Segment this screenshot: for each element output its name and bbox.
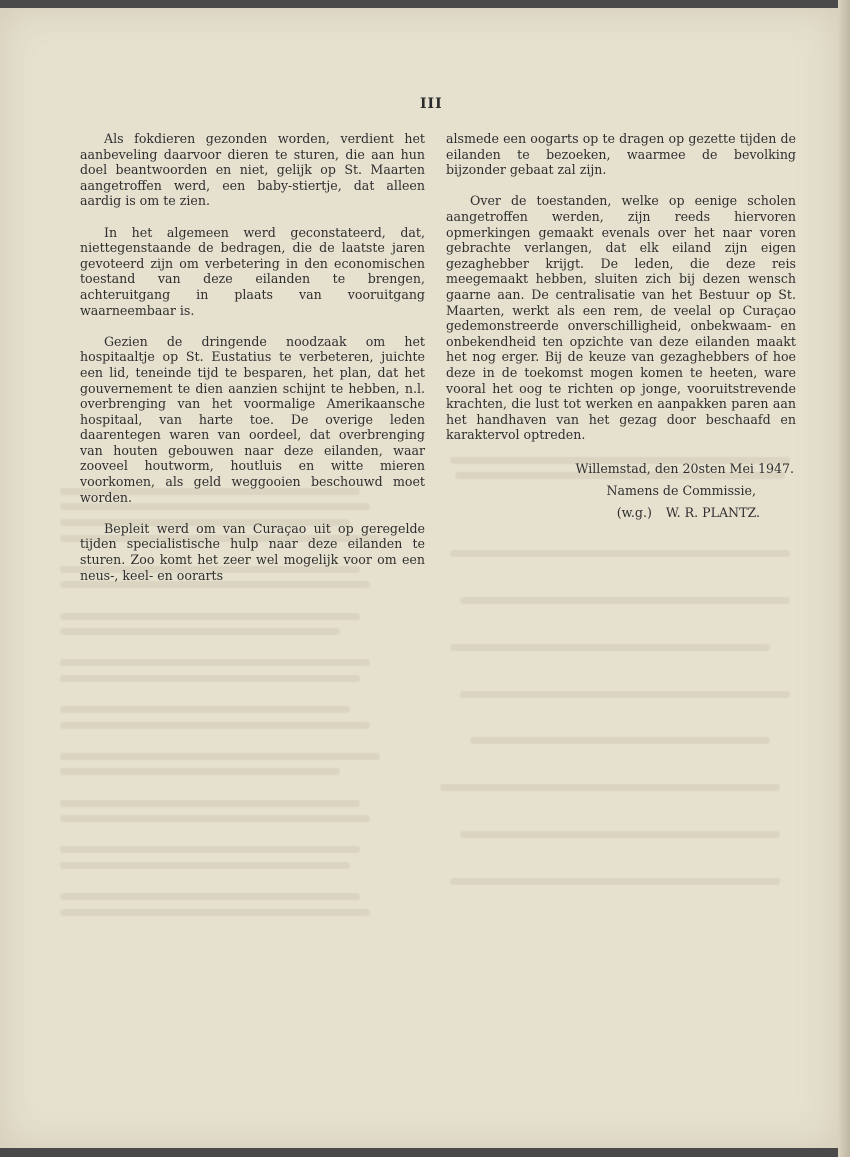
paragraph-breeding-animals: Als fokdieren gezonden worden, verdient het aanbeveling daarvoor dieren te sturen, die aan hun doel beantwoorden en niet, gelijk op St. Maarten aangetroffen werd, een baby-stiertje, dat alleen aardig is om te zien. [80,131,425,209]
paragraph-economic-decline: In het algemeen werd geconstateerd, dat, niettegenstaande de bedragen, die de laatste jaren gevoteerd zijn om verbetering in den economischen toestand van deze eilanden te brengen, achteruitgang in plaats van vooruitgang waarneembaar is. [80,224,425,318]
signed-prefix: (w.g.) [616,505,652,521]
paragraph-specialist-help: Bepleit werd om van Curaçao uit op geregelde tijden specialistische hulp naar deze eilanden te sturen. Zoo komt het zeer wel mogelijk voor om een neus-, keel- en oorarts [80,520,425,583]
page-number: III [420,96,443,112]
paragraph-eye-doctor: alsmede een oogarts op te dragen op gezette tijden de eilanden te bezoeken, waarmee de bevolking bijzonder gebaat zal zijn. [446,131,796,178]
committee-line: Namens de Commissie, [606,483,756,499]
paragraph-schools-governors: Over de toestanden, welke op eenige scholen aangetroffen werden, zijn reeds hiervoren opmerkingen gemaakt evenals over het naar voren gebrachte verlangen, dat elk eiland zijn eigen gezaghebber krijgt. De leden, die deze reis meegemaakt hebben, sluiten zich bij dezen wensch gaarne aan. De centralisatie van het Bestuur op St. Maarten, werkt als een rem, de veelal op Curaçao gedemonstreerde onverschilligheid, onbekwaam- en onbekendheid ten opzichte van deze eilanden maakt het nog erger. Bij de keuze van gezaghebbers of hoe deze in de toekomst mogen komen te heeten, ware vooral het oog te richten op jonge, vooruitstrevende krachten, die lust tot werken en aanpakken paren aan het handhaven van het gezag door beschaafd en karaktervol optreden. [446,193,796,443]
page-edge [838,0,850,1157]
place-date: Willemstad, den 20sten Mei 1947. [575,461,794,477]
right-column [446,131,796,524]
signoff [446,458,796,524]
signatory-name: W. R. PLANTZ. [665,505,760,521]
paragraph-hospital-st-eustatius: Gezien de dringende noodzaak om het hospitaaltje op St. Eustatius te verbeteren, juichte een lid, teneinde tijd te besparen, het plan, dat het gouvernement te dien aanzien schijnt te hebben, n.l. overbrenging van het voormalige Amerikaansche hospitaal, van harte toe. De overige leden daarentegen waren van oordeel, dat overbrenging van houten gebouwen naar deze eilanden, waar zooveel houtworm, houtluis en witte mieren voorkomen, als geld weggooien beschouwd moet worden. [80,333,425,505]
document-page [0,8,838,1148]
left-column [80,131,425,599]
signature-line [446,502,796,524]
